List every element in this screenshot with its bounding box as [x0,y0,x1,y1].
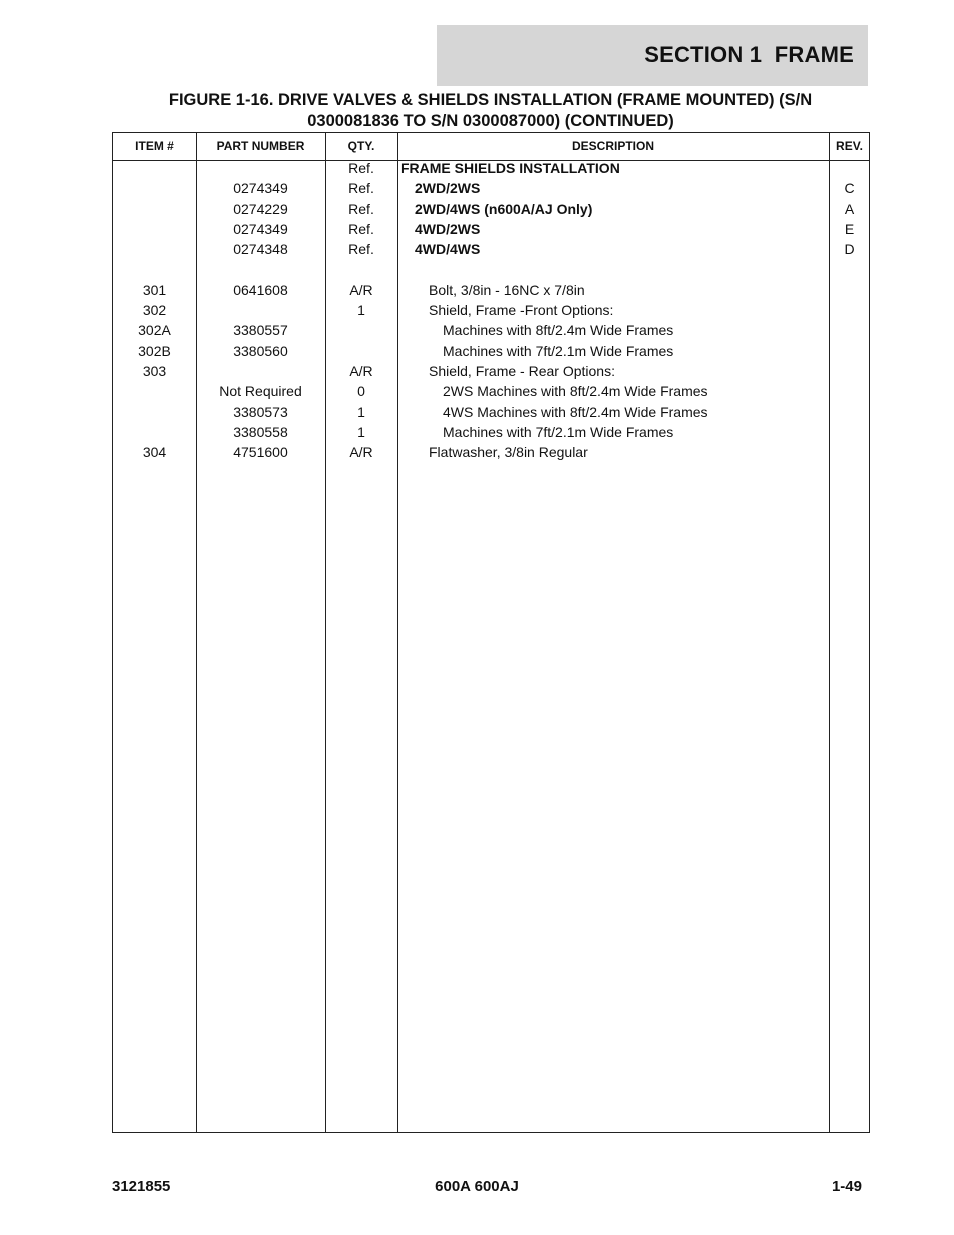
item-number-cell: 302 [142,302,167,319]
part-number-cell: 3380558 [233,423,288,440]
quantity-cell: Ref. [348,220,374,237]
quantity-cell: Ref. [348,241,374,258]
part-number-cell: 3380573 [233,403,288,420]
table-row [113,260,869,280]
part-number-cell: 0641608 [233,281,288,298]
table-row [113,280,869,300]
quantity-cell: A/R [349,363,373,379]
column-header-rev: REV. [836,139,863,153]
quantity-cell: Ref. [348,200,374,217]
description-cell: Machines with 8ft/2.4m Wide Frames [443,322,674,339]
quantity-cell: 1 [357,302,365,319]
item-number-cell: 301 [142,281,167,298]
column-header-qty: QTY. [347,139,375,153]
column-header-description: DESCRIPTION [571,139,654,153]
table-row [113,422,869,442]
table-row [113,300,869,320]
table-row [113,178,869,198]
revision-cell: D [844,241,855,258]
table-row [113,442,869,462]
column-header-part-number: PART NUMBER [216,139,305,153]
quantity-cell: Ref. [348,160,374,176]
table-row [113,381,869,401]
revision-cell: E [844,220,855,237]
column-header-item: ITEM # [135,139,174,153]
part-number-cell: 0274229 [233,200,288,217]
quantity-cell: 1 [357,423,365,440]
section-title: SECTION 1 FRAME [644,42,854,67]
description-cell: Shield, Frame - Rear Options: [429,363,615,379]
footer-model: 600A 600AJ [435,1178,519,1195]
quantity-cell: 0 [357,383,365,400]
table-row [113,219,869,239]
figure-title-line-2: 0300081836 TO S/N 0300087000) (CONTINUED) [307,112,674,130]
quantity-cell: A/R [349,444,373,461]
quantity-cell: A/R [349,281,373,298]
table-row [113,402,869,422]
parts-table [112,132,870,1133]
table-row [113,239,869,259]
revision-cell: C [844,180,855,197]
description-cell: 2WD/4WS (n600A/AJ Only) [415,200,593,217]
revision-cell: A [844,200,855,217]
description-cell: Machines with 7ft/2.1m Wide Frames [443,423,674,440]
footer-document-number: 3121855 [112,1178,171,1195]
section-banner [437,25,868,86]
item-number-cell: 304 [142,444,167,461]
table-row [113,199,869,219]
part-number-cell: 0274348 [233,241,288,258]
footer-page-number: 1-49 [831,1178,862,1195]
part-number-cell: 0274349 [233,180,288,197]
description-cell: 4WS Machines with 8ft/2.4m Wide Frames [443,403,708,420]
description-cell: Shield, Frame -Front Options: [429,302,614,319]
table-row [113,158,869,178]
table-row [113,341,869,361]
part-number-cell: 3380557 [233,322,288,339]
description-cell: 4WD/2WS [415,220,481,237]
part-number-cell: 0274349 [233,220,288,237]
item-number-cell: 303 [142,363,167,379]
table-row [113,361,869,381]
description-cell: Bolt, 3/8in - 16NC x 7/8in [429,281,585,298]
quantity-cell: 1 [357,403,365,420]
table-row [113,320,869,340]
description-cell: 2WD/2WS [415,180,481,197]
description-cell: 2WS Machines with 8ft/2.4m Wide Frames [443,383,708,400]
description-cell: Flatwasher, 3/8in Regular [429,444,588,461]
description-cell: 4WD/4WS [415,241,481,258]
part-number-cell: Not Required [219,383,302,400]
figure-title [112,90,869,132]
part-number-cell: 4751600 [233,444,288,461]
item-number-cell: 302B [138,342,171,359]
description-cell: Machines with 7ft/2.1m Wide Frames [443,342,674,359]
quantity-cell: Ref. [348,180,374,197]
figure-title-line-1: FIGURE 1-16. DRIVE VALVES & SHIELDS INSTALLATION (FRAME MOUNTED) (S/N [168,91,813,109]
part-number-cell: 3380560 [233,342,288,359]
description-cell: FRAME SHIELDS INSTALLATION [401,160,620,176]
item-number-cell: 302A [138,322,171,339]
